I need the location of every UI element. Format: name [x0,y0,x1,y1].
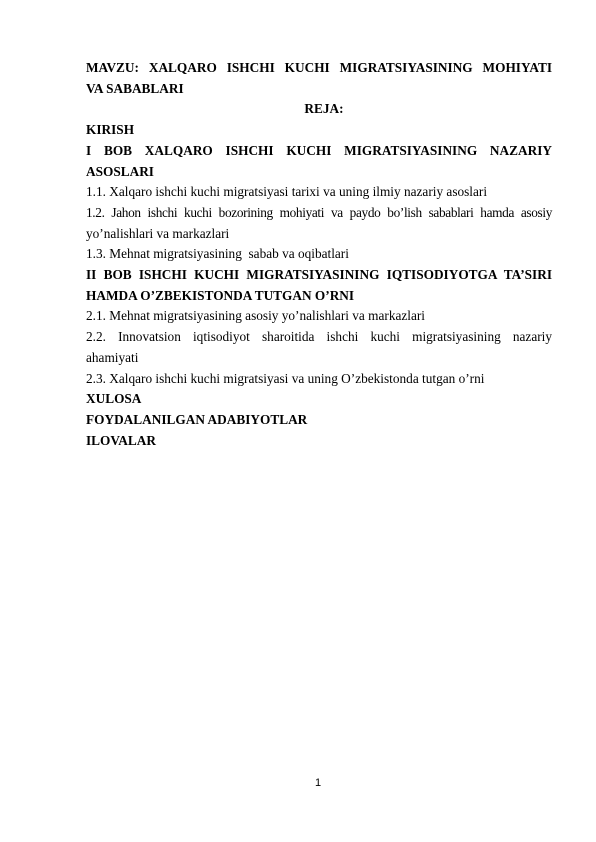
intro-heading: KIRISH [86,122,135,138]
page-number: 1 [314,777,322,789]
chapter-1-title-line-1: I BOB XALQARO ISHCHI KUCHI MIGRATSIYASINING NAZARIY [86,142,552,158]
appendices-heading: ILOVALAR [86,432,156,448]
topic-title-line-2: VA SABABLARI [86,80,184,96]
chapter-2-title-line-1: II BOB ISHCHI KUCHI MIGRATSIYASINING IQTISODIYOTGA TA’SIRI [86,267,552,283]
section-2-1: 2.1. Mehnat migratsiyasining asosiy yo’nalishlari va markazlari [86,308,425,324]
section-2-3: 2.3. Xalqaro ishchi kuchi migratsiyasi va uning O’zbekistonda tutgan o’rni [86,370,485,386]
section-1-2-line-1: 1.2. Jahon ishchi kuchi bozorining mohiyati va paydo bo’lish sabablari hamda asosiy [86,204,552,220]
references-heading: FOYDALANILGAN ADABIYOTLAR [86,411,308,427]
topic-title-line-1: MAVZU: XALQARO ISHCHI KUCHI MIGRATSIYASINING MOHIYATI [86,60,552,75]
plan-heading: REJA: [304,101,344,117]
table-of-contents [86,58,552,451]
section-2-2-line-2: ahamiyati [86,349,139,365]
chapter-2-title-line-2: HAMDA O’ZBEKISTONDA TUTGAN O’RNI [86,287,355,303]
section-1-3: 1.3. Mehnat migratsiyasining sabab va oqibatlari [86,246,349,262]
section-1-2-line-2: yo’nalishlari va markazlari [86,225,230,241]
section-1-1: 1.1. Xalqaro ishchi kuchi migratsiyasi tarixi va uning ilmiy nazariy asoslari [86,184,488,200]
section-2-2-line-1: 2.2. Innovatsion iqtisodiyot sharoitida ishchi kuchi migratsiyasining nazariy [86,329,552,345]
chapter-1-title-line-2: ASOSLARI [86,163,154,179]
conclusion-heading: XULOSA [86,391,142,407]
